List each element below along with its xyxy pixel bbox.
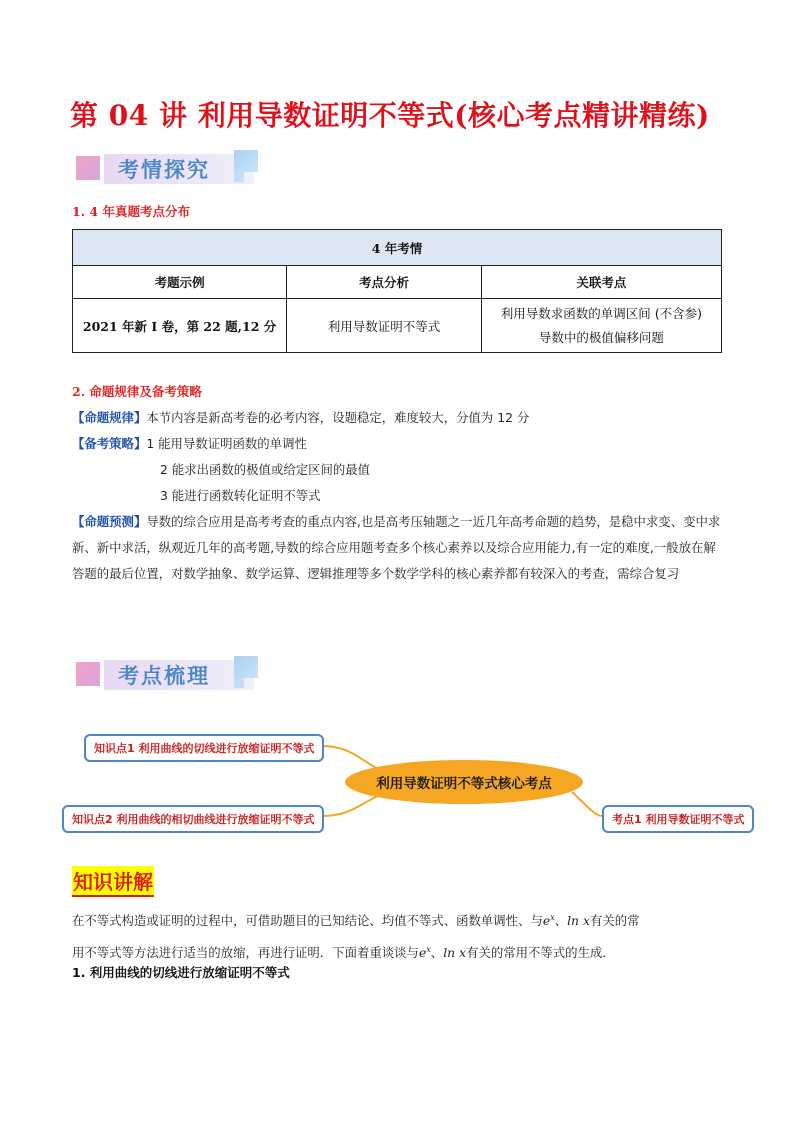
- strategy-item: 1 能用导数证明函数的单调性: [146, 436, 307, 451]
- strategy-tag: 【备考策略】: [72, 436, 147, 451]
- separator: 、: [430, 945, 444, 961]
- exam-table: [72, 229, 722, 353]
- mind-center-node: 利用导数证明不等式核心考点: [345, 760, 583, 804]
- separator: 、: [554, 913, 568, 929]
- rule-line: [72, 405, 726, 431]
- strategy-block: [72, 405, 726, 587]
- subheading: 1. 利用曲线的切线进行放缩证明不等式: [72, 965, 290, 980]
- section-banner-key-points: [76, 656, 266, 692]
- forecast-paragraph: [72, 509, 726, 587]
- mind-node-knowledge-1: 知识点1 利用曲线的切线进行放缩证明不等式: [84, 734, 324, 762]
- column-header: 考点分析: [287, 266, 482, 299]
- banner-title: 考情探究: [118, 158, 210, 182]
- column-header: 考题示例: [73, 266, 287, 299]
- banner-title: 考点梳理: [118, 664, 210, 688]
- page-title: 第 04 讲 利用导数证明不等式(核心考点精讲精练): [70, 99, 710, 132]
- banner-decor: [234, 172, 244, 182]
- section-heading: 1. 4 年真题考点分布: [72, 204, 190, 219]
- rule-tag: 【命题规律】: [72, 410, 147, 425]
- column-header: 关联考点: [481, 266, 721, 299]
- mind-node-exam-point-1: 考点1 利用导数证明不等式: [602, 805, 754, 833]
- table-cell-example: 2021 年新 I 卷，第 22 题,12 分: [73, 299, 287, 353]
- forecast-tag: 【命题预测】: [72, 514, 147, 529]
- intro-line: [72, 903, 726, 935]
- strategy-line: [72, 431, 726, 457]
- intro-text: 用不等式等方法进行适当的放缩，再进行证明．下面着重谈谈与: [72, 945, 419, 961]
- banner-decor: [76, 662, 100, 686]
- banner-decor: [234, 656, 258, 678]
- banner-decor: [234, 150, 258, 172]
- math-sup: x: [550, 913, 555, 922]
- mind-node-knowledge-2: 知识点2 利用曲线的相切曲线进行放缩证明不等式: [62, 805, 324, 833]
- connector-line: [322, 796, 378, 816]
- strategy-line: [72, 483, 726, 509]
- rule-text: 本节内容是新高考卷的必考内容，设题稳定，难度较大，分值为 12 分: [146, 410, 530, 425]
- banner-decor: [234, 678, 244, 688]
- strategy-line: [72, 457, 726, 483]
- math-sup: x: [426, 945, 431, 955]
- intro-text: 有关的常用不等式的生成．: [466, 945, 615, 961]
- knowledge-title: 知识讲解: [72, 866, 154, 897]
- forecast-text: 导数的综合应用是高考考查的重点内容,也是高考压轴题之一近几年高考命题的趋势，是稳中求变、变中求新、新中求活，纵观近几年的高考题,导数的综合应用题考查多个核心素养以及综合应用能力,有一定的难度,一般放在解答题的最后位置，对数学抽象、数学运算、逻辑推理等多个数学学科的核心素养都有较深入的考查，需综合复习: [72, 514, 721, 581]
- section-heading: 2. 命题规律及备考策略: [72, 384, 202, 399]
- math-ln: ln x: [567, 913, 590, 929]
- related-item: 导数中的极值偏移问题: [538, 329, 664, 345]
- intro-paragraph: [72, 903, 726, 967]
- related-item: 利用导数求函数的单调区间 (不含参): [500, 305, 703, 321]
- section-banner-exam-analysis: [76, 150, 266, 186]
- table-cell-analysis: 利用导数证明不等式: [287, 299, 482, 353]
- math-ln: ln x: [443, 945, 467, 961]
- math-e: e: [542, 913, 551, 929]
- mind-map: [0, 720, 794, 840]
- table-header: 4 年考情: [73, 230, 722, 266]
- math-e: e: [418, 945, 427, 961]
- table-cell-related: [481, 299, 721, 353]
- intro-text: 有关的常: [589, 913, 640, 929]
- strategy-item: 2 能求出函数的极值或给定区间的最值: [160, 462, 371, 477]
- banner-decor: [76, 156, 100, 180]
- connector-line: [572, 792, 602, 816]
- connector-line: [322, 746, 380, 770]
- strategy-item: 3 能进行函数转化证明不等式: [160, 488, 321, 503]
- intro-text: 在不等式构造或证明的过程中，可借助题目的已知结论、均值不等式、函数单调性、与: [72, 913, 543, 929]
